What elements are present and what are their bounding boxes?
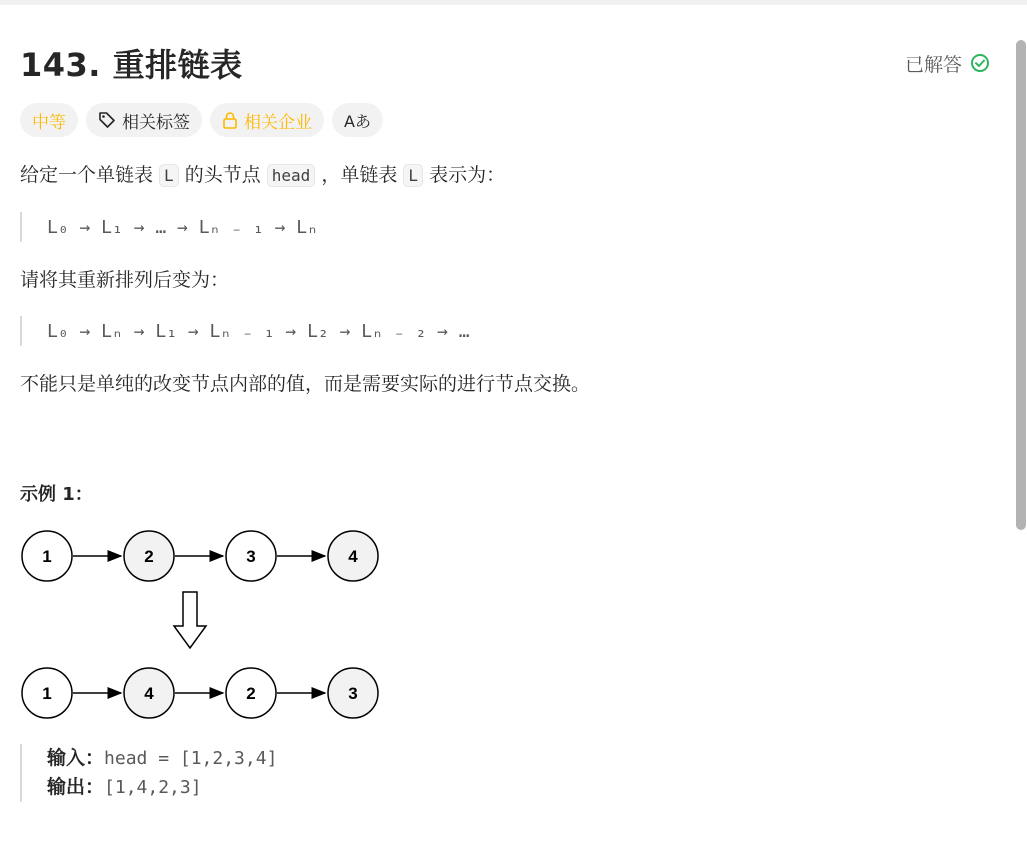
node-value: 1 [42, 547, 52, 566]
description-paragraph-1 [20, 161, 1000, 190]
difficulty-label: 中等 [32, 112, 66, 133]
example-io [20, 744, 1000, 802]
related-topics-button[interactable] [86, 103, 202, 137]
input-label: 输入： [47, 747, 105, 769]
node-value: 2 [246, 684, 256, 703]
problem-title[interactable]: 143. 重排链表 [20, 46, 243, 84]
difficulty-badge[interactable] [20, 103, 78, 137]
text-segment: 表示为： [423, 164, 506, 186]
text-segment: 给定一个单链表 [20, 164, 160, 186]
top-linked-list [22, 531, 378, 581]
formula-text: L₀ → L₁ → … → Lₙ ₋ ₁ → Lₙ [47, 216, 318, 238]
example-input [47, 744, 1000, 773]
lock-icon [222, 111, 238, 129]
formula-text: L₀ → Lₙ → L₁ → Lₙ ₋ ₁ → L₂ → Lₙ ₋ ₂ → … [47, 320, 470, 342]
inline-code: head [267, 164, 316, 187]
text-segment: 的头节点 [178, 164, 267, 186]
node-value: 2 [144, 547, 154, 566]
description-paragraph-2: 请将其重新排列后变为： [20, 269, 230, 291]
tag-icon [98, 111, 116, 129]
translate-icon: Aあ [344, 111, 371, 131]
example-output [47, 773, 1000, 802]
input-value: head = [1,2,3,4] [104, 748, 278, 769]
node-value: 4 [348, 547, 358, 566]
bottom-linked-list [22, 668, 378, 718]
solved-status [905, 50, 990, 77]
related-topics-label: 相关标签 [122, 112, 190, 133]
node-value: 4 [144, 684, 154, 703]
node-value: 3 [348, 684, 358, 703]
scrollbar-thumb[interactable] [1016, 40, 1026, 530]
example-diagram [20, 526, 382, 722]
formula-reordered [20, 316, 1000, 346]
tag-bar [20, 103, 1000, 137]
title-row [20, 33, 1000, 93]
formula-original [20, 212, 1000, 242]
translate-button[interactable] [332, 103, 383, 137]
inline-code: L [159, 164, 179, 187]
output-value: [1,4,2,3] [104, 777, 202, 798]
solved-label: 已解答 [904, 53, 962, 76]
problem-description [20, 5, 1000, 802]
node-value: 3 [246, 547, 256, 566]
down-arrow-icon [174, 592, 206, 648]
example-title: 示例 1： [20, 484, 93, 505]
text-segment: ，单链表 [315, 164, 404, 186]
description-paragraph-3: 不能只是单纯的改变节点内部的值，而是需要实际的进行节点交换。 [20, 373, 591, 395]
related-companies-label: 相关企业 [244, 112, 312, 133]
node-value: 1 [42, 684, 52, 703]
check-circle-icon [970, 53, 990, 73]
inline-code: L [403, 164, 423, 187]
output-label: 输出： [47, 776, 105, 798]
related-companies-button[interactable] [210, 103, 324, 137]
